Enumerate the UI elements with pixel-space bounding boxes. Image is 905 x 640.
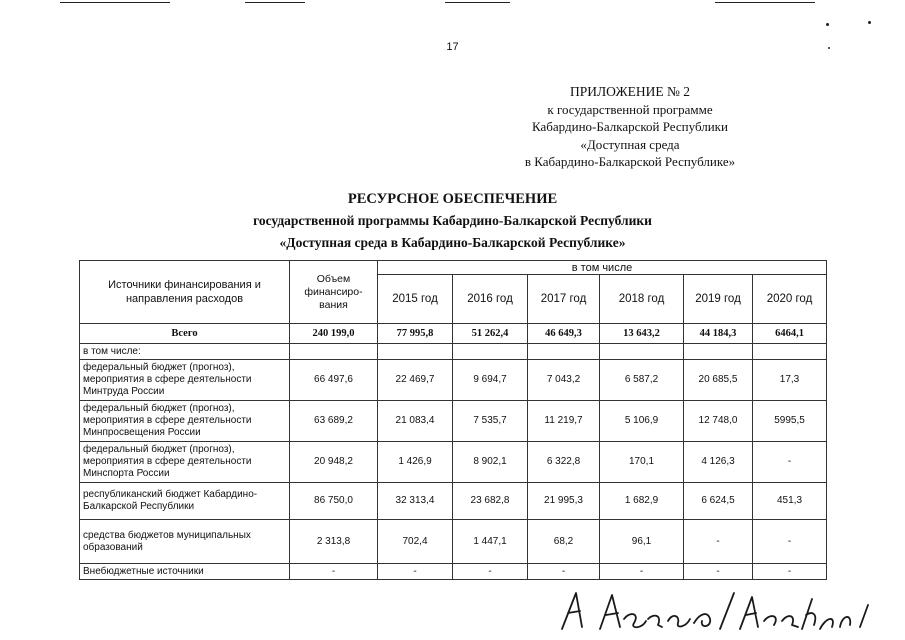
row-value: - — [753, 442, 827, 483]
table-header-row — [80, 261, 827, 275]
row-value: 5 106,9 — [600, 401, 684, 442]
total-value: 46 649,3 — [528, 324, 600, 344]
document-title — [0, 188, 905, 254]
empty-cell — [378, 344, 453, 360]
title-line-1: РЕСУРСНОЕ ОБЕСПЕЧЕНИЕ — [347, 191, 558, 207]
empty-cell — [528, 344, 600, 360]
row-volume: - — [290, 564, 378, 580]
total-value: 13 643,2 — [600, 324, 684, 344]
row-value: - — [684, 520, 753, 564]
page-number: 17 — [446, 41, 459, 53]
scan-artifact — [715, 2, 815, 3]
appendix-heading: ПРИЛОЖЕНИЕ № 2 — [569, 84, 691, 99]
row-value: 8 902,1 — [453, 442, 528, 483]
row-volume: 86 750,0 — [290, 483, 378, 520]
row-value: 22 469,7 — [378, 360, 453, 401]
empty-cell — [684, 344, 753, 360]
total-row — [80, 324, 827, 344]
row-label: федеральный бюджет (прогноз), мероприятия в сфере деятельности Минтруда России — [80, 360, 290, 401]
appendix-block — [470, 83, 790, 171]
scan-dot — [826, 23, 829, 26]
title-line-3: «Доступная среда в Кабардино-Балкарской Республике» — [279, 235, 626, 250]
row-volume: 20 948,2 — [290, 442, 378, 483]
row-volume: 63 689,2 — [290, 401, 378, 442]
appendix-line: Кабардино-Балкарской Республики — [532, 119, 728, 134]
table-row — [80, 520, 827, 564]
empty-cell — [290, 344, 378, 360]
row-value: 12 748,0 — [684, 401, 753, 442]
row-value: 17,3 — [753, 360, 827, 401]
row-label: федеральный бюджет (прогноз), мероприятия в сфере деятельности Минпросвещения России — [80, 401, 290, 442]
total-label: Всего — [80, 324, 290, 344]
row-value: 11 219,7 — [528, 401, 600, 442]
row-value: - — [684, 564, 753, 580]
row-value: 96,1 — [600, 520, 684, 564]
row-value: 1 447,1 — [453, 520, 528, 564]
total-volume: 240 199,0 — [290, 324, 378, 344]
total-value: 44 184,3 — [684, 324, 753, 344]
scan-artifact — [245, 2, 305, 3]
resource-table — [79, 260, 827, 580]
row-value: 7 043,2 — [528, 360, 600, 401]
row-value: 21 083,4 — [378, 401, 453, 442]
handwritten-signature — [550, 585, 880, 635]
table-row — [80, 360, 827, 401]
header-year: 2015 год — [378, 275, 453, 324]
row-value: 702,4 — [378, 520, 453, 564]
empty-cell — [600, 344, 684, 360]
row-volume: 2 313,8 — [290, 520, 378, 564]
header-source: Источники финансирования и направления расходов — [80, 261, 290, 324]
row-value: - — [753, 564, 827, 580]
row-value: 68,2 — [528, 520, 600, 564]
header-year: 2019 год — [684, 275, 753, 324]
row-value: 20 685,5 — [684, 360, 753, 401]
table-row — [80, 483, 827, 520]
empty-cell — [753, 344, 827, 360]
row-value: 21 995,3 — [528, 483, 600, 520]
table-row — [80, 401, 827, 442]
total-value: 77 995,8 — [378, 324, 453, 344]
row-value: - — [378, 564, 453, 580]
table-row — [80, 442, 827, 483]
row-value: 4 126,3 — [684, 442, 753, 483]
table-row — [80, 564, 827, 580]
row-value: 6 322,8 — [528, 442, 600, 483]
header-volume: Объем финансиро- вания — [290, 261, 378, 324]
row-value: 32 313,4 — [378, 483, 453, 520]
empty-cell — [453, 344, 528, 360]
subheading-label: в том числе: — [80, 344, 290, 360]
header-group: в том числе — [378, 261, 827, 275]
title-line-2: государственной программы Кабардино-Балкарской Республики — [253, 213, 652, 228]
row-value: 6 587,2 — [600, 360, 684, 401]
row-value: 7 535,7 — [453, 401, 528, 442]
header-year: 2017 год — [528, 275, 600, 324]
row-label: федеральный бюджет (прогноз), мероприятия в сфере деятельности Минспорта России — [80, 442, 290, 483]
row-label: Внебюджетные источники — [80, 564, 290, 580]
header-year: 2018 год — [600, 275, 684, 324]
row-value: - — [753, 520, 827, 564]
row-volume: 66 497,6 — [290, 360, 378, 401]
scan-artifact — [445, 2, 510, 3]
total-value: 6464,1 — [753, 324, 827, 344]
row-value: - — [453, 564, 528, 580]
header-year: 2020 год — [753, 275, 827, 324]
total-value: 51 262,4 — [453, 324, 528, 344]
row-label: средства бюджетов муниципальных образований — [80, 520, 290, 564]
row-value: - — [528, 564, 600, 580]
scan-artifact — [60, 2, 170, 3]
header-year: 2016 год — [453, 275, 528, 324]
row-value: 5995,5 — [753, 401, 827, 442]
appendix-line: в Кабардино-Балкарской Республике» — [524, 154, 736, 169]
row-value: - — [600, 564, 684, 580]
scan-dot — [868, 21, 871, 24]
subheading-row — [80, 344, 827, 360]
row-value: 6 624,5 — [684, 483, 753, 520]
row-value: 451,3 — [753, 483, 827, 520]
row-value: 170,1 — [600, 442, 684, 483]
row-label: республиканский бюджет Кабардино-Балкарской Республики — [80, 483, 290, 520]
row-value: 1 682,9 — [600, 483, 684, 520]
appendix-line: «Доступная среда — [580, 136, 680, 152]
row-value: 9 694,7 — [453, 360, 528, 401]
row-value: 23 682,8 — [453, 483, 528, 520]
row-value: 1 426,9 — [378, 442, 453, 483]
appendix-line: к государственной программе — [547, 101, 713, 117]
